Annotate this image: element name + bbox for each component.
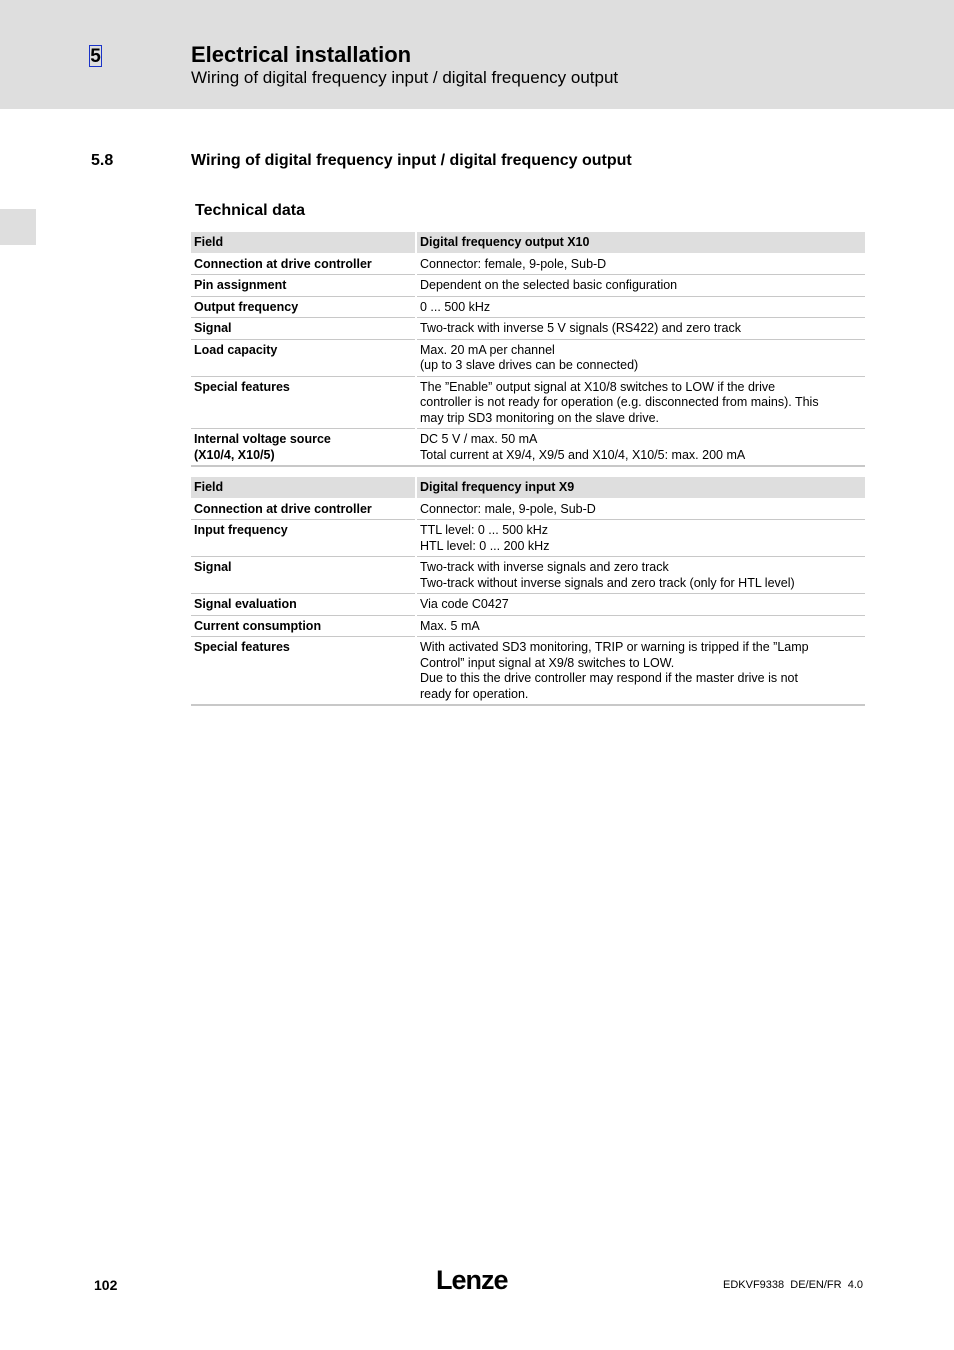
field-cell (191, 615, 416, 637)
page-number: 102 (94, 1277, 118, 1293)
value-cell (416, 376, 865, 429)
value-cell-line: Connector: male, 9-pole, Sub-D (420, 501, 596, 516)
value-cell-line: 0 ... 500 kHz (420, 299, 491, 314)
column-header-value: Digital frequency input X9 (416, 477, 865, 498)
table-row (191, 253, 865, 275)
chapter-title: Electrical installation (191, 42, 412, 67)
value-cell-line: Max. 5 mA (420, 618, 480, 633)
table-row (191, 594, 865, 616)
value-cell-line: HTL level: 0 ... 200 kHz (420, 538, 550, 553)
value-cell (416, 594, 865, 616)
value-cell (416, 429, 865, 467)
table-row (191, 498, 865, 520)
value-cell-line: With activated SD3 monitoring, TRIP or warning is tripped if the ”Lamp (420, 640, 809, 654)
value-cell-line: Via code C0427 (420, 597, 509, 611)
side-tab-marker (0, 209, 36, 245)
table-header-row (191, 232, 865, 253)
field-cell-line: (X10/4, X10/5) (194, 447, 275, 462)
technical-data-heading: Technical data (195, 202, 305, 219)
value-cell (416, 498, 865, 520)
field-cell-line: Pin assignment (194, 278, 287, 292)
value-cell-line: TTL level: 0 ... 500 kHz (420, 523, 549, 537)
value-cell (416, 520, 865, 557)
field-cell (191, 339, 416, 376)
value-cell (416, 296, 865, 318)
value-cell (416, 339, 865, 376)
value-cell-line: Max. 20 mA per channel (420, 342, 555, 357)
field-cell (191, 253, 416, 275)
field-cell-line: Special features (194, 640, 290, 654)
value-cell-line: Due to this the drive controller may respond if the master drive is not (420, 671, 798, 685)
value-cell (416, 253, 865, 275)
table-digital-frequency-input (191, 477, 865, 706)
value-cell-line: The ”Enable” output signal at X10/8 switches to LOW if the drive (420, 379, 776, 394)
value-cell-line: Two-track without inverse signals and zero track (only for HTL level) (420, 575, 795, 590)
table-row (191, 339, 865, 376)
column-header-value: Digital frequency output X10 (416, 232, 865, 253)
field-cell-line: Output frequency (194, 299, 299, 314)
table-row (191, 429, 865, 467)
field-cell (191, 318, 416, 340)
value-cell-line: Control” input signal at X9/8 switches to LOW. (420, 655, 675, 670)
table-row (191, 557, 865, 594)
value-cell-line: Total current at X9/4, X9/5 and X10/4, X10/5: max. 200 mA (420, 447, 746, 462)
field-cell (191, 498, 416, 520)
table-row (191, 637, 865, 706)
field-cell (191, 594, 416, 616)
value-cell-line: Two-track with inverse signals and zero track (420, 560, 669, 574)
table-row (191, 318, 865, 340)
value-cell-line: controller is not ready for operation (e.g. disconnected from mains). This (420, 395, 819, 409)
field-cell-line: Load capacity (194, 342, 278, 357)
field-cell-line: Internal voltage source (194, 432, 331, 446)
field-cell-line: Signal (194, 560, 232, 574)
field-cell-line: Special features (194, 379, 290, 394)
document-code: EDKVF9338 DE/EN/FR 4.0 (723, 1279, 863, 1291)
table-row (191, 520, 865, 557)
value-cell-line: Dependent on the selected basic configuration (420, 278, 678, 292)
value-cell-line: (up to 3 slave drives can be connected) (420, 358, 639, 372)
field-cell-line: Input frequency (194, 523, 288, 537)
value-cell-line: ready for operation. (420, 686, 529, 701)
field-cell-line: Current consumption (194, 618, 322, 633)
field-cell (191, 557, 416, 594)
field-cell (191, 429, 416, 467)
field-cell (191, 637, 416, 706)
field-cell-line: Connection at drive controller (194, 256, 372, 271)
table-header-row (191, 477, 865, 498)
value-cell (416, 637, 865, 706)
field-cell-line: Signal evaluation (194, 597, 297, 611)
value-cell-line: Connector: female, 9-pole, Sub-D (420, 256, 607, 271)
column-header-field: Field (191, 232, 416, 253)
value-cell (416, 318, 865, 340)
chapter-subtitle: Wiring of digital frequency input / digital frequency output (191, 68, 619, 87)
chapter-number-box: 5 (90, 46, 101, 67)
table-digital-frequency-output (191, 232, 865, 467)
field-cell-line: Signal (194, 321, 232, 335)
value-cell-line: DC 5 V / max. 50 mA (420, 432, 538, 446)
field-cell (191, 275, 416, 297)
table-row (191, 275, 865, 297)
section-title: Wiring of digital frequency input / digital frequency output (191, 152, 632, 169)
field-cell (191, 520, 416, 557)
table-row (191, 376, 865, 429)
value-cell-line: may trip SD3 monitoring on the slave drive. (420, 410, 659, 425)
section-number: 5.8 (91, 152, 114, 169)
lenze-logo: Lenze (436, 1265, 508, 1295)
value-cell (416, 557, 865, 594)
table-row (191, 615, 865, 637)
field-cell (191, 296, 416, 318)
value-cell-line: Two-track with inverse 5 V signals (RS422) and zero track (420, 321, 741, 335)
table-row (191, 296, 865, 318)
column-header-field: Field (191, 477, 416, 498)
value-cell (416, 615, 865, 637)
value-cell (416, 275, 865, 297)
field-cell-line: Connection at drive controller (194, 501, 372, 516)
field-cell (191, 376, 416, 429)
header-band (0, 0, 954, 109)
